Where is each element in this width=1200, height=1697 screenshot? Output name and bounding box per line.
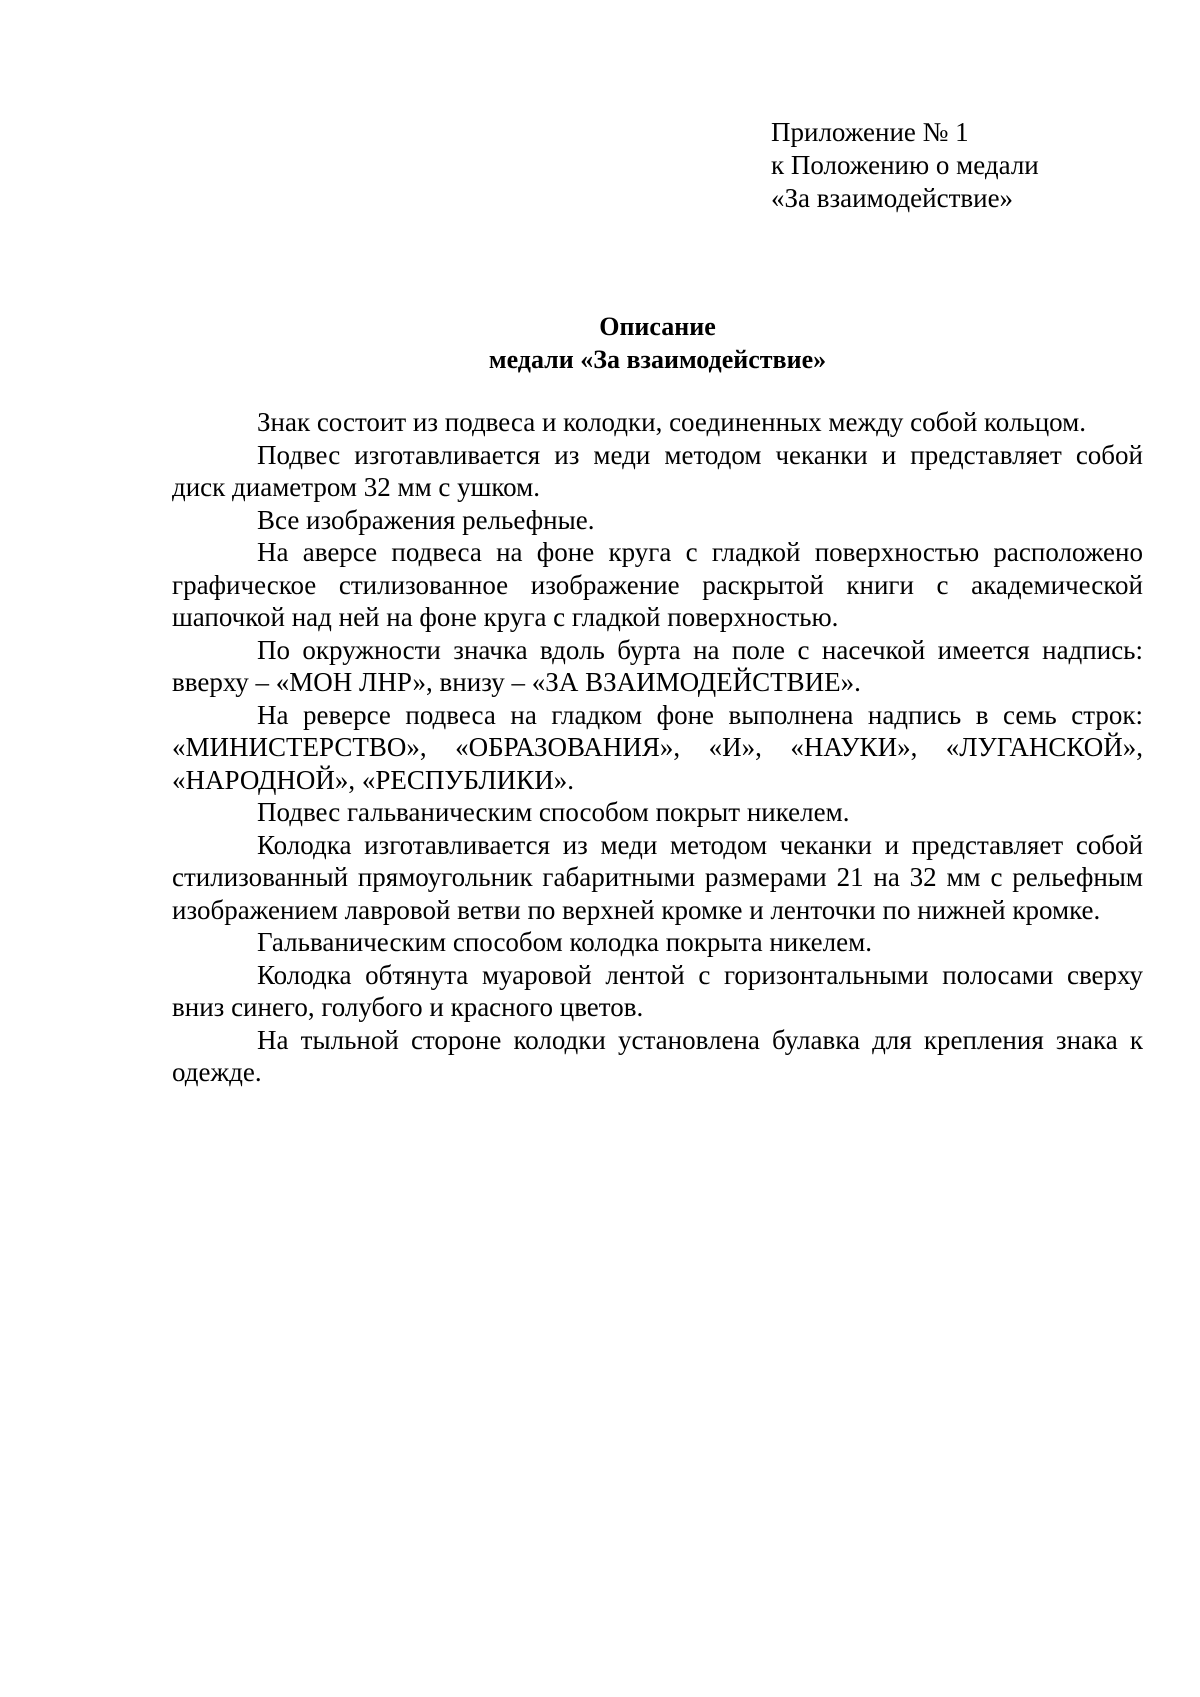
appendix-reference: к Положению о медали [771,150,1039,180]
title-line-1: Описание [599,312,716,341]
paragraph: Все изображения рельефные. [257,504,595,535]
paragraph: На тыльной стороне колодки установлена булавка для крепления знака к одежде. [172,1024,1143,1087]
paragraph: Гальваническим способом колодка покрыта никелем. [257,927,872,957]
document-title [172,310,1143,376]
paragraph: По окружности значка вдоль бурта на поле с насечкой имеется надпись: вверху – «МОН ЛНР», внизу – «ЗА ВЗАИМОДЕЙСТВИЕ». [172,634,1143,697]
title-line-2: медали «За взаимодействие» [488,345,827,374]
paragraph: Колодка обтянута муаровой лентой с горизонтальными полосами сверху вниз синего, голубого и красного цветов. [172,959,1143,1022]
appendix-medal-name: «За взаимодействие» [771,183,1014,213]
appendix-note [771,116,1039,215]
appendix-number: Приложение № 1 [771,117,969,147]
paragraph: На реверсе подвеса на гладком фоне выполнена надпись в семь строк: «МИНИСТЕРСТВО», «ОБРАЗОВАНИЯ», «И», «НАУКИ», «ЛУГАНСКОЙ», «НАРОДНОЙ», «РЕСПУБЛИКИ». [172,699,1143,795]
paragraph: Знак состоит из подвеса и колодки, соединенных между собой кольцом. [257,407,1086,437]
description-body [172,406,1143,1089]
paragraph: Подвес изготавливается из меди методом чеканки и представляет собой диск диаметром 32 мм с ушком. [172,439,1143,502]
paragraph: На аверсе подвеса на фоне круга с гладкой поверхностью расположено графическое стилизованное изображение раскрытой книги с академической шапочкой над ней на фоне круга с гладкой поверхностью. [172,537,1143,632]
paragraph: Колодка изготавливается из меди методом чеканки и представляет собой стилизованный прямоугольник габаритными размерами 21 на 32 мм с рельефным изображением лавровой ветви по верхней кромке и ленточки по нижней кромке. [172,829,1143,925]
paragraph: Подвес гальваническим способом покрыт никелем. [257,797,850,827]
